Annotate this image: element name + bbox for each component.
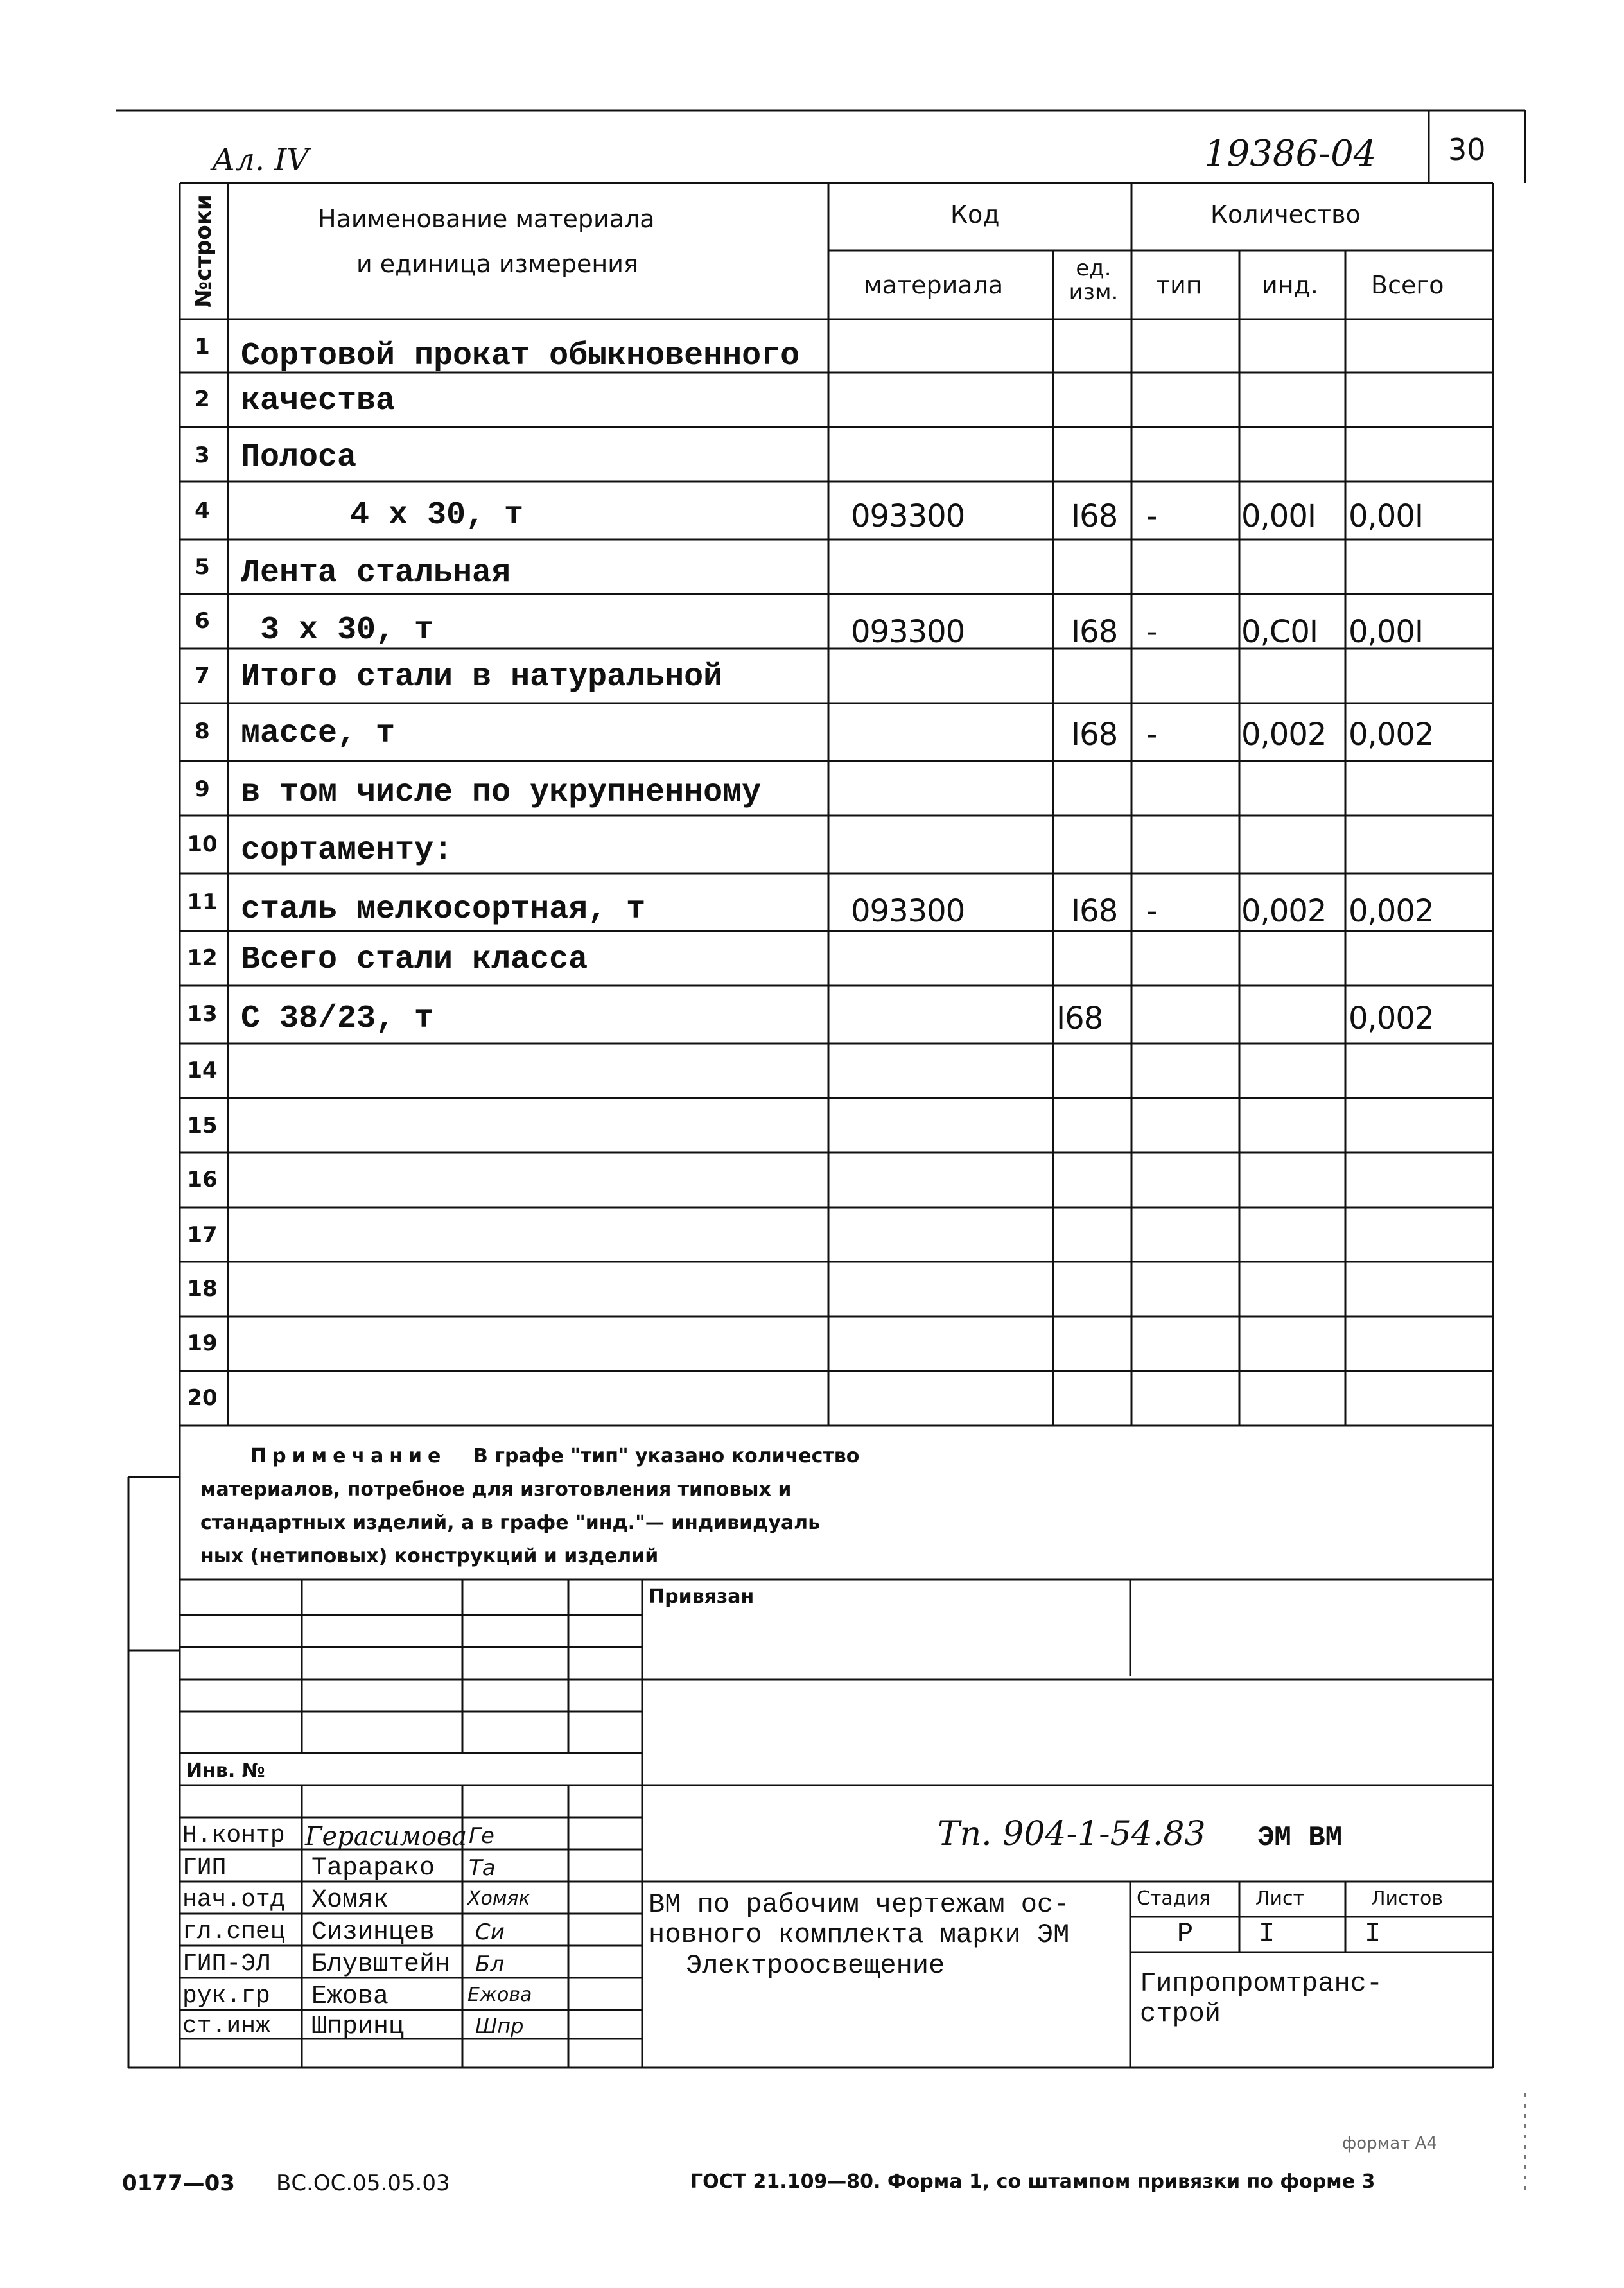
- material-code: 093300: [851, 498, 965, 534]
- material-name: массе, т: [241, 715, 396, 752]
- row-number: 15: [187, 1113, 218, 1139]
- signature-role: ГИП-ЭЛ: [182, 1950, 270, 1978]
- footer-left-code: 0177—03: [122, 2170, 235, 2196]
- row-number: 16: [187, 1167, 218, 1192]
- material-name: Всего стали класса: [241, 941, 588, 978]
- column-header-name-line2: и единица измерения: [356, 250, 638, 278]
- material-code: 093300: [851, 614, 965, 650]
- row-number: 20: [187, 1385, 218, 1411]
- row-number: 1: [195, 334, 210, 360]
- title-line-2: новного комплекта марки ЭМ: [649, 1919, 1070, 1950]
- drawing-designation: Тп. 904-1-54.83: [938, 1815, 1206, 1853]
- signature-name: Шпринц: [311, 2013, 405, 2041]
- quantity-ind: 0,C0I: [1241, 614, 1318, 650]
- material-name: 4 х 30, т: [350, 497, 524, 534]
- sheet-number: 30: [1448, 132, 1486, 167]
- row-number: 10: [187, 832, 218, 857]
- quantity-total: 0,00I: [1349, 498, 1424, 534]
- row-number: 8: [195, 719, 210, 744]
- drawing-mark: ЭМ ВМ: [1257, 1822, 1343, 1854]
- signature-mark: Хомяк: [467, 1887, 530, 1910]
- title-line-1: ВМ по рабочим чертежам ос-: [649, 1889, 1070, 1920]
- material-code: 093300: [851, 893, 965, 929]
- row-number: 19: [187, 1331, 218, 1356]
- signature-mark: Шпр: [475, 2014, 524, 2038]
- column-header-type: тип: [1156, 271, 1202, 299]
- material-name: Итого стали в натуральной: [241, 659, 723, 695]
- stage-label: Стадия: [1137, 1887, 1211, 1910]
- signature-role: ст.инж: [182, 2013, 270, 2040]
- signature-mark: Та: [469, 1855, 496, 1881]
- material-name: С 38/23, т: [241, 1000, 434, 1037]
- signature-mark: Ге: [469, 1823, 494, 1849]
- row-number: 6: [195, 608, 210, 634]
- material-name: качества: [241, 383, 396, 419]
- sheets-value: I: [1365, 1918, 1381, 1949]
- title-line-3: Электроосвещение: [686, 1950, 945, 1981]
- note-line-1: В графе "тип" указано количество: [473, 1445, 860, 1467]
- quantity-ind: 0,002: [1241, 717, 1327, 753]
- row-number: 5: [195, 554, 210, 580]
- quantity-total: 0,00I: [1349, 614, 1424, 650]
- bound-label: Привязан: [649, 1585, 755, 1608]
- quantity-ind: 0,00I: [1241, 498, 1316, 534]
- signature-role: рук.гр: [182, 1982, 270, 2010]
- signature-name: Герасимова: [305, 1822, 467, 1851]
- inventory-number-label: Инв. №: [186, 1760, 265, 1782]
- row-number: 3: [195, 442, 210, 468]
- signature-mark: Ежова: [467, 1984, 532, 2006]
- row-number: 12: [187, 945, 218, 971]
- sheet-label: Лист: [1255, 1887, 1305, 1910]
- signature-name: Тарарако: [311, 1854, 435, 1883]
- organization-line-2: строй: [1140, 1998, 1221, 2029]
- quantity-total: 0,002: [1349, 717, 1434, 753]
- unit-code: I68: [1071, 893, 1118, 929]
- signature-name: Хомяк: [311, 1886, 389, 1915]
- row-number: 18: [187, 1276, 218, 1302]
- note-label: Примечание: [250, 1445, 447, 1467]
- signature-mark: Бл: [475, 1952, 505, 1977]
- unit-code: I68: [1071, 717, 1118, 753]
- album-label: Ал. IV: [212, 142, 310, 178]
- signature-name: Блувштейн: [311, 1950, 451, 1979]
- signature-name: Ежова: [311, 1982, 389, 2011]
- row-number: 4: [195, 498, 210, 523]
- footer-archive-code: ВС.ОС.05.05.03: [276, 2170, 450, 2196]
- signature-name: Сизинцев: [311, 1918, 435, 1947]
- unit-code: I68: [1071, 614, 1118, 650]
- signature-role: ГИП: [182, 1854, 227, 1882]
- note-line-2: материалов, потребное для изготовления типовых и: [200, 1478, 792, 1501]
- row-number: 17: [187, 1222, 218, 1248]
- quantity-type: -: [1146, 893, 1157, 929]
- material-name: 3 х 30, т: [260, 612, 434, 649]
- organization-line-1: Гипропромтранс-: [1140, 1968, 1383, 1999]
- material-name: сортаменту:: [241, 832, 453, 869]
- row-number: 14: [187, 1058, 218, 1083]
- document-number: 19386-04: [1204, 133, 1377, 175]
- quantity-type: -: [1146, 498, 1157, 534]
- signature-role: нач.отд: [182, 1886, 285, 1914]
- column-header-name-line1: Наименование материала: [318, 205, 655, 233]
- note-line-3: стандартных изделий, а в графе "инд."— индивидуаль: [200, 1512, 821, 1534]
- quantity-total: 0,002: [1349, 1000, 1434, 1036]
- quantity-total: 0,002: [1349, 893, 1434, 929]
- column-header-code: Код: [950, 200, 1000, 229]
- material-name: Лента стальная: [241, 555, 511, 591]
- unit-code: I68: [1056, 1000, 1103, 1036]
- quantity-ind: 0,002: [1241, 893, 1327, 929]
- column-header-quantity: Количество: [1210, 200, 1361, 229]
- column-header-row-number: №строки: [191, 195, 216, 308]
- row-number: 13: [187, 1001, 218, 1027]
- material-name: Полоса: [241, 439, 357, 476]
- column-header-material: материала: [864, 271, 1004, 299]
- signature-role: гл.спец: [182, 1918, 285, 1946]
- row-number: 2: [195, 387, 210, 412]
- footer-gost: ГОСТ 21.109—80. Форма 1, со штампом привязки по форме 3: [690, 2170, 1375, 2193]
- column-header-total: Всего: [1371, 271, 1444, 299]
- row-number: 9: [195, 776, 210, 802]
- material-name: Сортовой прокат обыкновенного: [241, 338, 800, 374]
- unit-code: I68: [1071, 498, 1118, 534]
- format-label: формат А4: [1342, 2134, 1437, 2153]
- signature-mark: Си: [475, 1919, 505, 1945]
- stage-value: Р: [1177, 1918, 1194, 1949]
- quantity-type: -: [1146, 614, 1157, 650]
- row-number: 11: [187, 889, 218, 915]
- note-line-4: ных (нетиповых) конструкций и изделий: [200, 1545, 659, 1568]
- material-name: сталь мелкосортная, т: [241, 891, 646, 928]
- quantity-type: -: [1146, 717, 1157, 753]
- row-number: 7: [195, 663, 210, 688]
- material-name: в том числе по укрупненному: [241, 774, 762, 811]
- column-header-unit: ед. изм.: [1069, 256, 1119, 306]
- signature-role: Н.контр: [182, 1822, 285, 1849]
- column-header-ind: инд.: [1262, 271, 1318, 299]
- sheet-value: I: [1259, 1918, 1275, 1949]
- sheets-label: Листов: [1371, 1887, 1444, 1910]
